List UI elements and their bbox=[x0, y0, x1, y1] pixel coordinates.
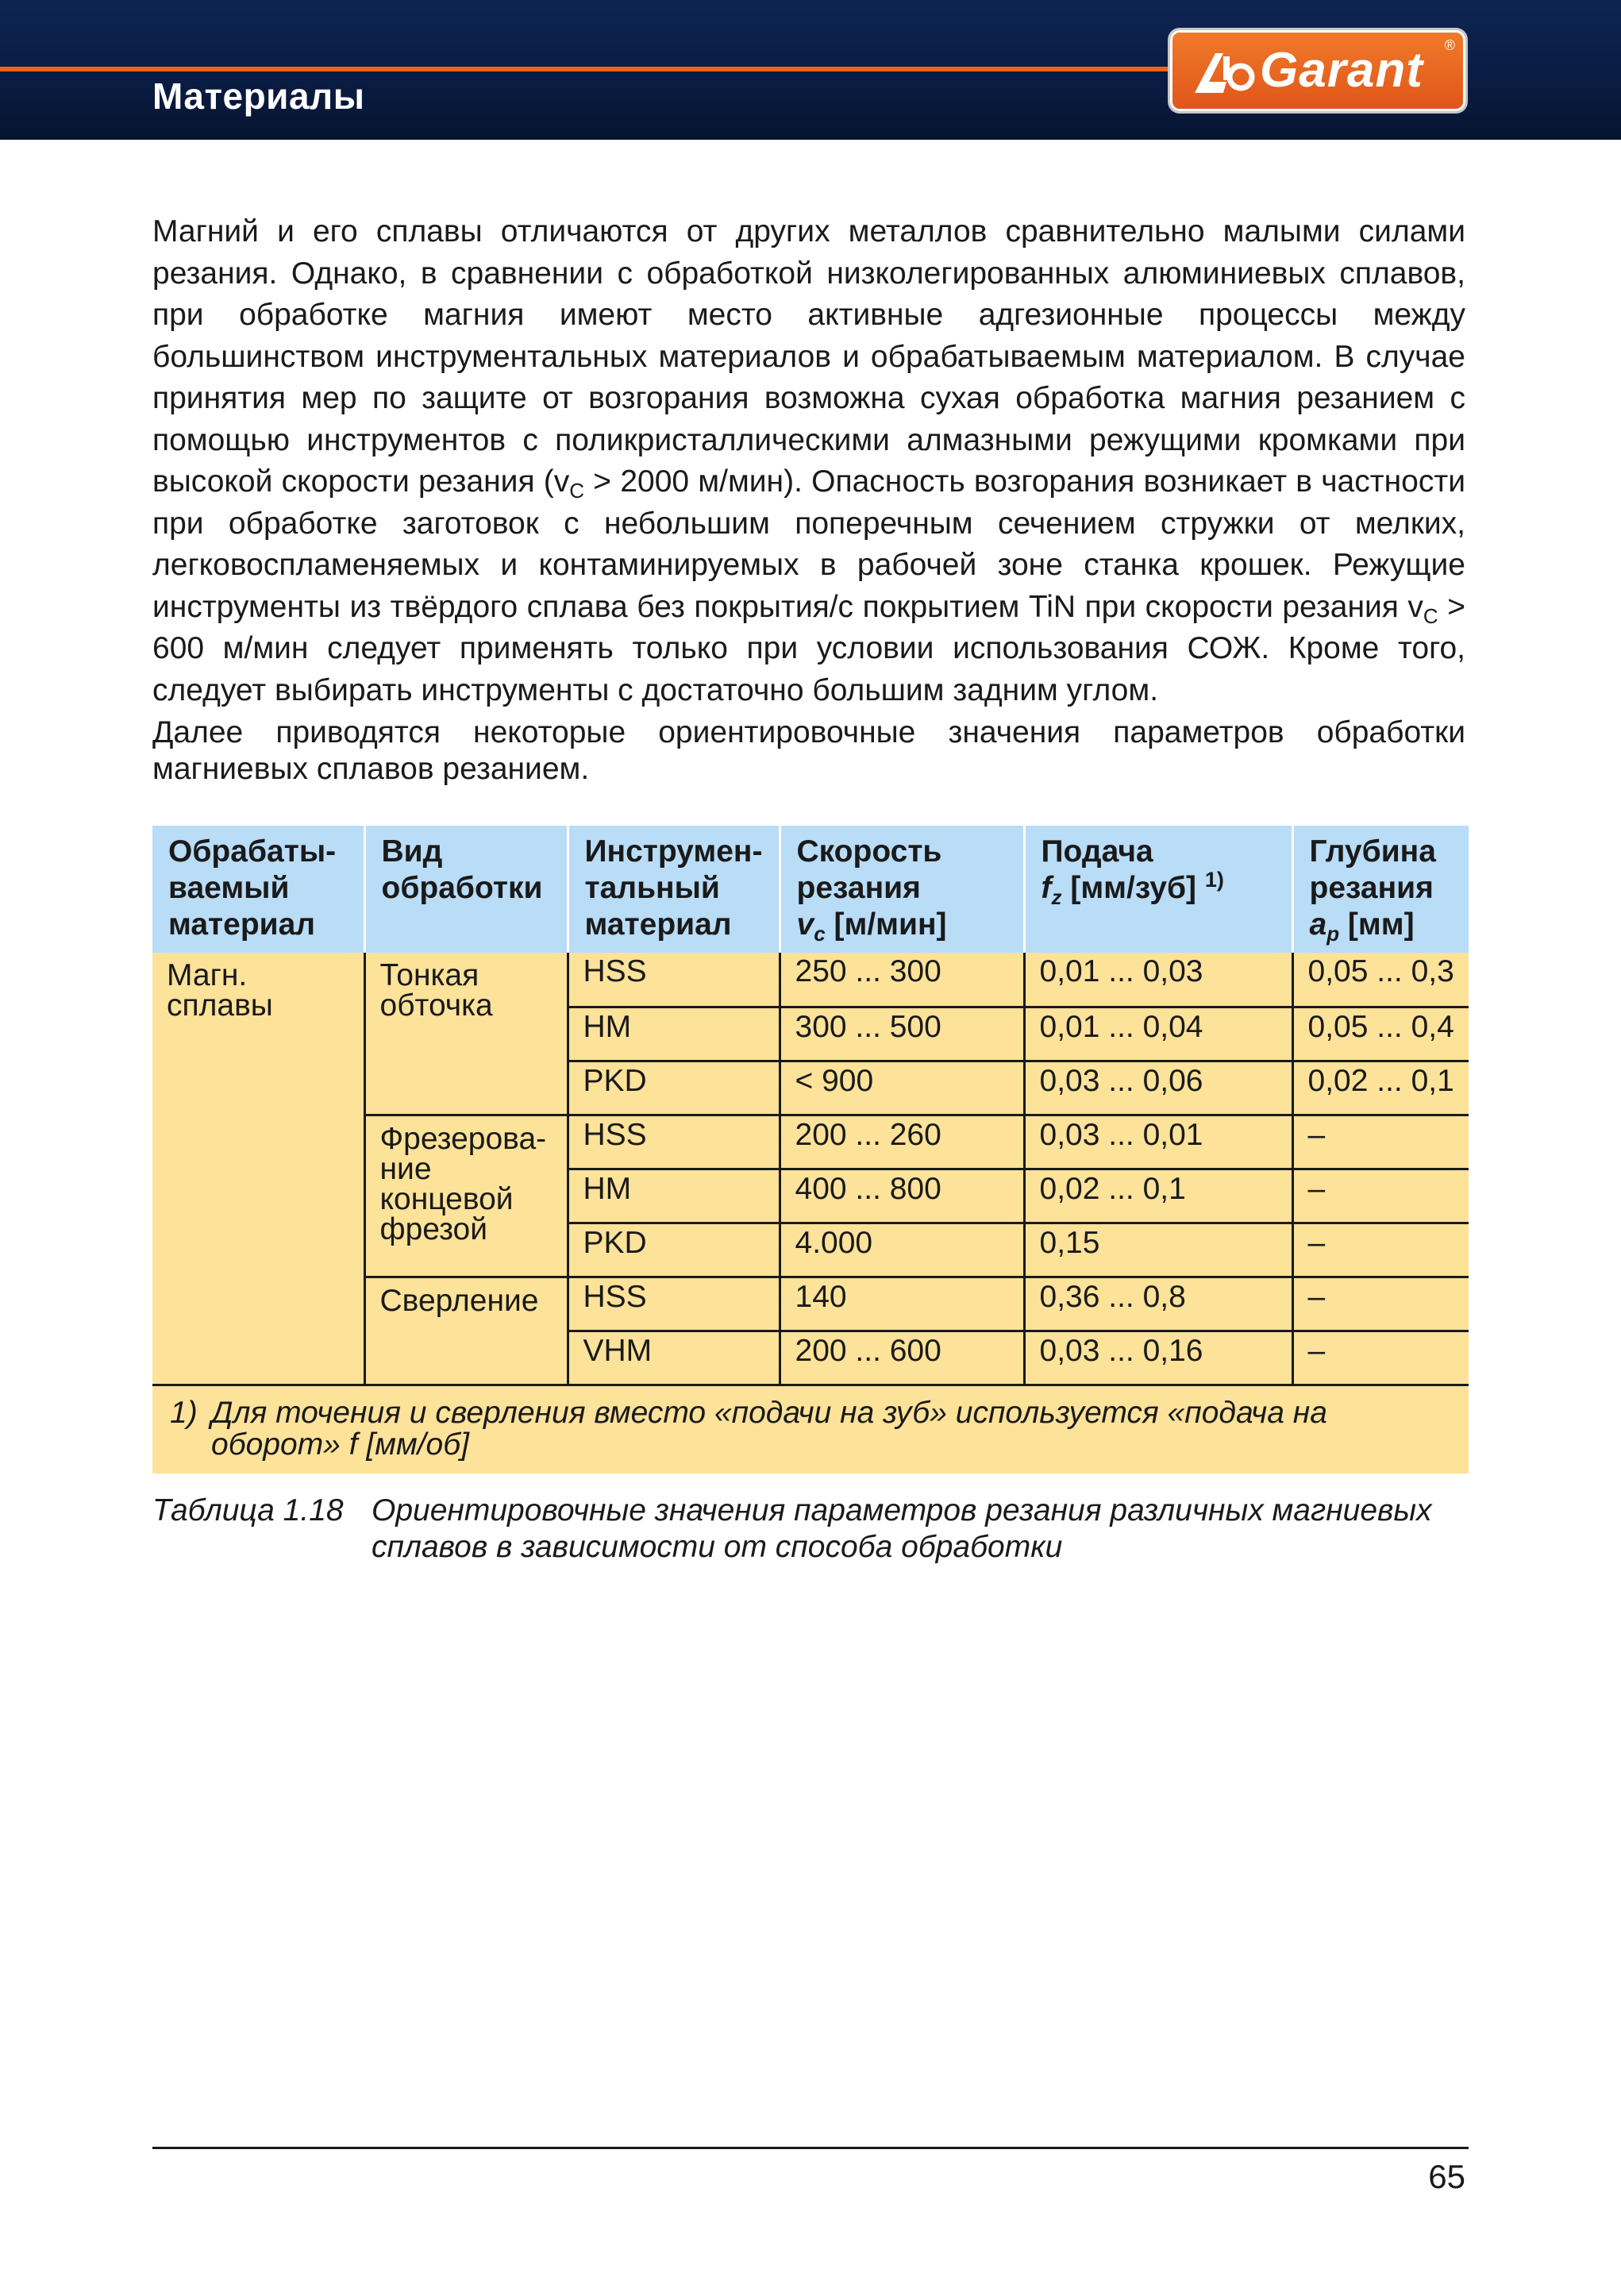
paragraph-text: > 2000 м/мин). Опасность возгорания возникает в частности при обработке заготовок с небольшим поперечным сечением стружки от мелких, легковоспламеняемых и контаминируемых в рабочей зоне станка крошек. Режущие инструменты из твёрдого сплава без покрытия/с покрытием TiN при скорости резания v bbox=[152, 464, 1465, 624]
cell-line: обточка bbox=[379, 988, 493, 1023]
subscript-c: C bbox=[1423, 603, 1438, 628]
header-material bbox=[152, 826, 364, 953]
cell-line: ние bbox=[379, 1151, 432, 1186]
speed-cell: 250 ... 300 bbox=[780, 953, 1024, 1007]
unit: [мм] bbox=[1339, 907, 1415, 942]
page-number: 65 bbox=[1428, 2158, 1465, 2195]
cell-line: фрезой bbox=[379, 1212, 488, 1246]
footer-divider bbox=[152, 2147, 1469, 2149]
header-tool-material bbox=[568, 826, 780, 953]
header-line: Глубина bbox=[1309, 834, 1436, 869]
speed-cell: 200 ... 600 bbox=[780, 1331, 1024, 1385]
table-caption bbox=[152, 1493, 1470, 1566]
header-line: Скорость bbox=[796, 834, 942, 869]
depth-cell: 0,05 ... 0,4 bbox=[1292, 1007, 1469, 1061]
subscript-c: C bbox=[569, 479, 585, 503]
unit: [м/мин] bbox=[825, 907, 947, 942]
feed-cell: 0,01 ... 0,04 bbox=[1024, 1007, 1292, 1061]
footnote-ref: 1) bbox=[1204, 868, 1224, 892]
garant-logo-icon bbox=[1192, 48, 1255, 96]
feed-cell: 0,36 ... 0,8 bbox=[1024, 1277, 1292, 1331]
cell-line: сплавы bbox=[167, 988, 273, 1023]
speed-cell: 300 ... 500 bbox=[780, 1007, 1024, 1061]
table-row bbox=[152, 953, 1469, 1007]
footnote-text: Для точения и сверления вместо «подачи на зуб» используется «подача на оборот» f [мм/об] bbox=[211, 1395, 1327, 1462]
feed-cell: 0,03 ... 0,06 bbox=[1024, 1061, 1292, 1115]
header-depth bbox=[1292, 826, 1469, 953]
header-process bbox=[364, 826, 568, 953]
speed-cell: < 900 bbox=[780, 1061, 1024, 1115]
header-line: материал bbox=[168, 907, 316, 942]
table-intro-paragraph: Далее приводятся некоторые ориентировочные значения параметров обработки магниевых сплавов резанием. bbox=[152, 715, 1465, 786]
paragraph-text: Магний и его сплавы отличаются от других металлов сравнительно малыми силами резания. Однако, в сравнении с обработкой низколегированных алюминиевых сплавов, при обработке магния имеют место активные адгезионные процессы между большинством инструментальных материалов и обрабатываемым материалом. В случае принятия мер по защите от возгорания возможна сухая обработка магния резанием с помощью инструментов с поликристаллическими алмазными режущими кромками при высокой скорости резания (v bbox=[152, 214, 1465, 499]
header-line: материал bbox=[584, 907, 732, 942]
header-line bbox=[1309, 907, 1455, 946]
symbol-sub: z bbox=[1051, 885, 1062, 909]
header-line: резания bbox=[1309, 871, 1434, 905]
depth-cell: – bbox=[1292, 1115, 1469, 1169]
table-footnote-row bbox=[152, 1385, 1469, 1474]
tool-cell: HM bbox=[568, 1007, 780, 1061]
tool-cell: PKD bbox=[568, 1061, 780, 1115]
caption-text: Ориентировочные значения параметров резания различных магниевых сплавов в зависимости от способа обработки bbox=[372, 1493, 1432, 1564]
tool-cell: HM bbox=[568, 1169, 780, 1223]
feed-cell: 0,03 ... 0,16 bbox=[1024, 1331, 1292, 1385]
feed-cell: 0,03 ... 0,01 bbox=[1024, 1115, 1292, 1169]
speed-cell: 140 bbox=[780, 1277, 1024, 1331]
header-line: обработки bbox=[381, 871, 543, 905]
logo-wordmark: Garant bbox=[1260, 43, 1423, 98]
footnote-number: 1) bbox=[170, 1395, 198, 1430]
header-line bbox=[796, 907, 1009, 946]
material-cell bbox=[152, 953, 364, 1385]
symbol-sub: c bbox=[814, 922, 826, 946]
tool-cell: HSS bbox=[568, 953, 780, 1007]
depth-cell: – bbox=[1292, 1277, 1469, 1331]
feed-cell: 0,15 bbox=[1024, 1223, 1292, 1277]
header-line: резания bbox=[796, 871, 921, 905]
header-line bbox=[1042, 870, 1277, 907]
paragraph-text: > 600 м/мин следует применять только при условии использования СОЖ. Кроме того, следует выбирать инструменты с достаточно большим задним углом. bbox=[152, 589, 1465, 707]
speed-cell: 200 ... 260 bbox=[780, 1115, 1024, 1169]
header-line: Вид bbox=[381, 834, 443, 869]
header-line: Подача bbox=[1041, 834, 1153, 869]
depth-cell: – bbox=[1292, 1331, 1469, 1385]
cell-line: Тонкая bbox=[379, 958, 479, 992]
depth-cell: 0,02 ... 0,1 bbox=[1292, 1061, 1469, 1115]
speed-cell: 4.000 bbox=[780, 1223, 1024, 1277]
garant-logo bbox=[1170, 30, 1465, 111]
page-header bbox=[0, 0, 1621, 140]
header-line: тальный bbox=[584, 871, 720, 905]
cell-line: Фрезерова- bbox=[379, 1121, 547, 1156]
header-feed bbox=[1024, 826, 1292, 953]
caption-label: Таблица 1.18 bbox=[152, 1493, 344, 1527]
speed-cell: 400 ... 800 bbox=[780, 1169, 1024, 1223]
registered-mark: ® bbox=[1444, 37, 1455, 53]
header-line: Инструмен- bbox=[584, 834, 763, 869]
symbol: a bbox=[1309, 907, 1327, 942]
symbol: f bbox=[1041, 871, 1052, 905]
cell-line: Магн. bbox=[167, 958, 248, 992]
cell-line: Сверление bbox=[379, 1283, 539, 1318]
symbol: v bbox=[796, 907, 814, 942]
depth-cell: – bbox=[1292, 1169, 1469, 1223]
tool-cell: HSS bbox=[568, 1277, 780, 1331]
header-cutting-speed bbox=[780, 826, 1024, 953]
process-cell bbox=[364, 1277, 568, 1385]
depth-cell: 0,05 ... 0,3 bbox=[1292, 953, 1469, 1007]
header-accent-line bbox=[0, 67, 1175, 71]
cell-line: концевой bbox=[379, 1181, 514, 1216]
cutting-parameters-table bbox=[152, 826, 1469, 1474]
header-line: Обрабаты- bbox=[168, 834, 337, 869]
table-footnote bbox=[152, 1385, 1469, 1474]
tool-cell: HSS bbox=[568, 1115, 780, 1169]
section-title: Материалы bbox=[152, 75, 365, 117]
depth-cell: – bbox=[1292, 1223, 1469, 1277]
header-line: ваемый bbox=[168, 871, 290, 905]
process-cell bbox=[364, 1115, 568, 1277]
feed-cell: 0,02 ... 0,1 bbox=[1024, 1169, 1292, 1223]
table-header-row bbox=[152, 826, 1469, 953]
tool-cell: PKD bbox=[568, 1223, 780, 1277]
symbol-sub: p bbox=[1326, 922, 1340, 946]
tool-cell: VHM bbox=[568, 1331, 780, 1385]
unit: [мм/зуб] bbox=[1061, 871, 1205, 905]
intro-paragraph bbox=[152, 211, 1465, 711]
feed-cell: 0,01 ... 0,03 bbox=[1024, 953, 1292, 1007]
process-cell bbox=[364, 953, 568, 1115]
